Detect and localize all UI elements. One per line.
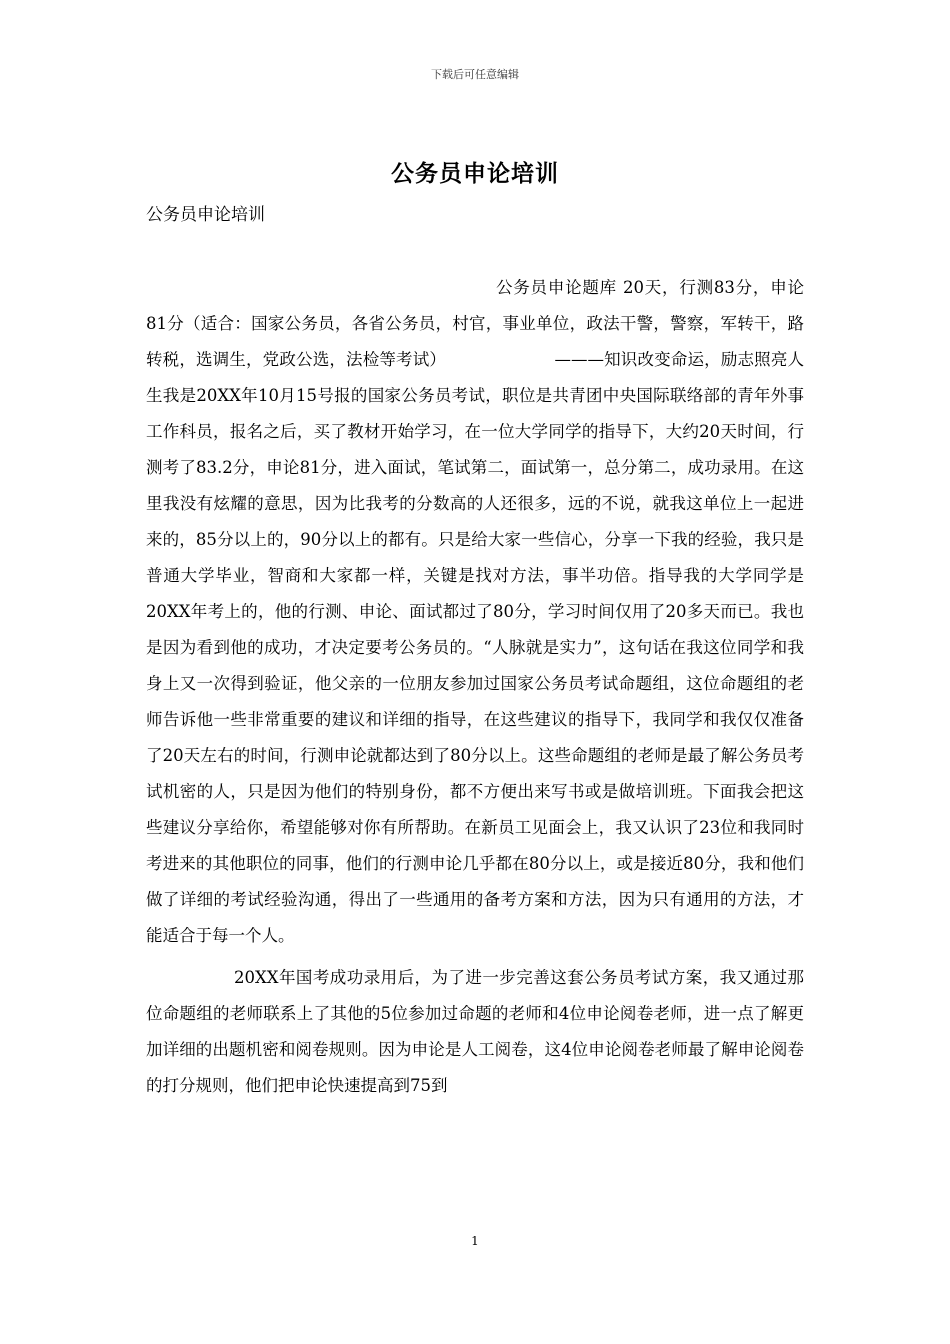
body-paragraph-2: 20XX年国考成功录用后，为了进一步完善这套公务员考试方案，我又通过那位命题组的老师联系上了其他的5位参加过命题的老师和4位申论阅卷老师，进一点了解更加详细的出题机密和阅卷规则。因为申论是人工阅卷，这4位申论阅卷老师最了解申论阅卷的打分规则，他们把申论快速提高到75到 — [146, 968, 804, 1095]
page-number: 1 — [471, 1234, 479, 1248]
body-paragraph-1: 公务员申论题库 20天，行测83分，申论81分（适合：国家公务员，各省公务员，村官，事业单位，政法干警，警察，军转干，路转税，选调生，党政公选，法检等考试） ———知识改变命运，励志照亮人生我是20XX年10月15号报的国家公务员考试，职位是共青团中央国际联络部的青年外事工作科员，报名之后，买了教材开始学习，在一位大学同学的指导下，大约20天时间，行测考了83.2分，申论81分，进入面试，笔试第二，面试第一，总分第二，成功录用。在这里我没有炫耀的意思，因为比我考的分数高的人还很多，远的不说，就我这单位上一起进来的，85分以上的，90分以上的都有。只是给大家一些信心，分享一下我的经验，我只是普通大学毕业，智商和大家都一样，关键是找对方法，事半功倍。指导我的大学同学是20XX年考上的，他的行测、申论、面试都过了80分，学习时间仅用了20多天而已。我也是因为看到他的成功，才决定要考公务员的。“人脉就是实力”，这句话在我这位同学和我身上又一次得到验证，他父亲的一位朋友参加过国家公务员考试命题组，这位命题组的老师告诉他一些非常重要的建议和详细的指导，在这些建议的指导下，我同学和我仅仅准备了20天左右的时间，行测申论就都达到了80分以上。这些命题组的老师是最了解公务员考试机密的人，只是因为他们的特别身份，都不方便出来写书或是做培训班。下面我会把这些建议分享给你，希望能够对你有所帮助。在新员工见面会上，我又认识了23位和我同时考进来的其他职位的同事，他们的行测申论几乎都在80分以上，或是接近80分，我和他们做了详细的考试经验沟通，得出了一些通用的备考方案和方法，因为只有通用的方法，才能适合于每一个人。 — [146, 278, 804, 945]
header-note: 下载后可任意编辑 — [431, 68, 519, 81]
document-title: 公务员申论培训 — [391, 161, 559, 187]
document-subtitle: 公务员申论培训 — [146, 205, 265, 225]
document-body — [146, 270, 804, 1104]
